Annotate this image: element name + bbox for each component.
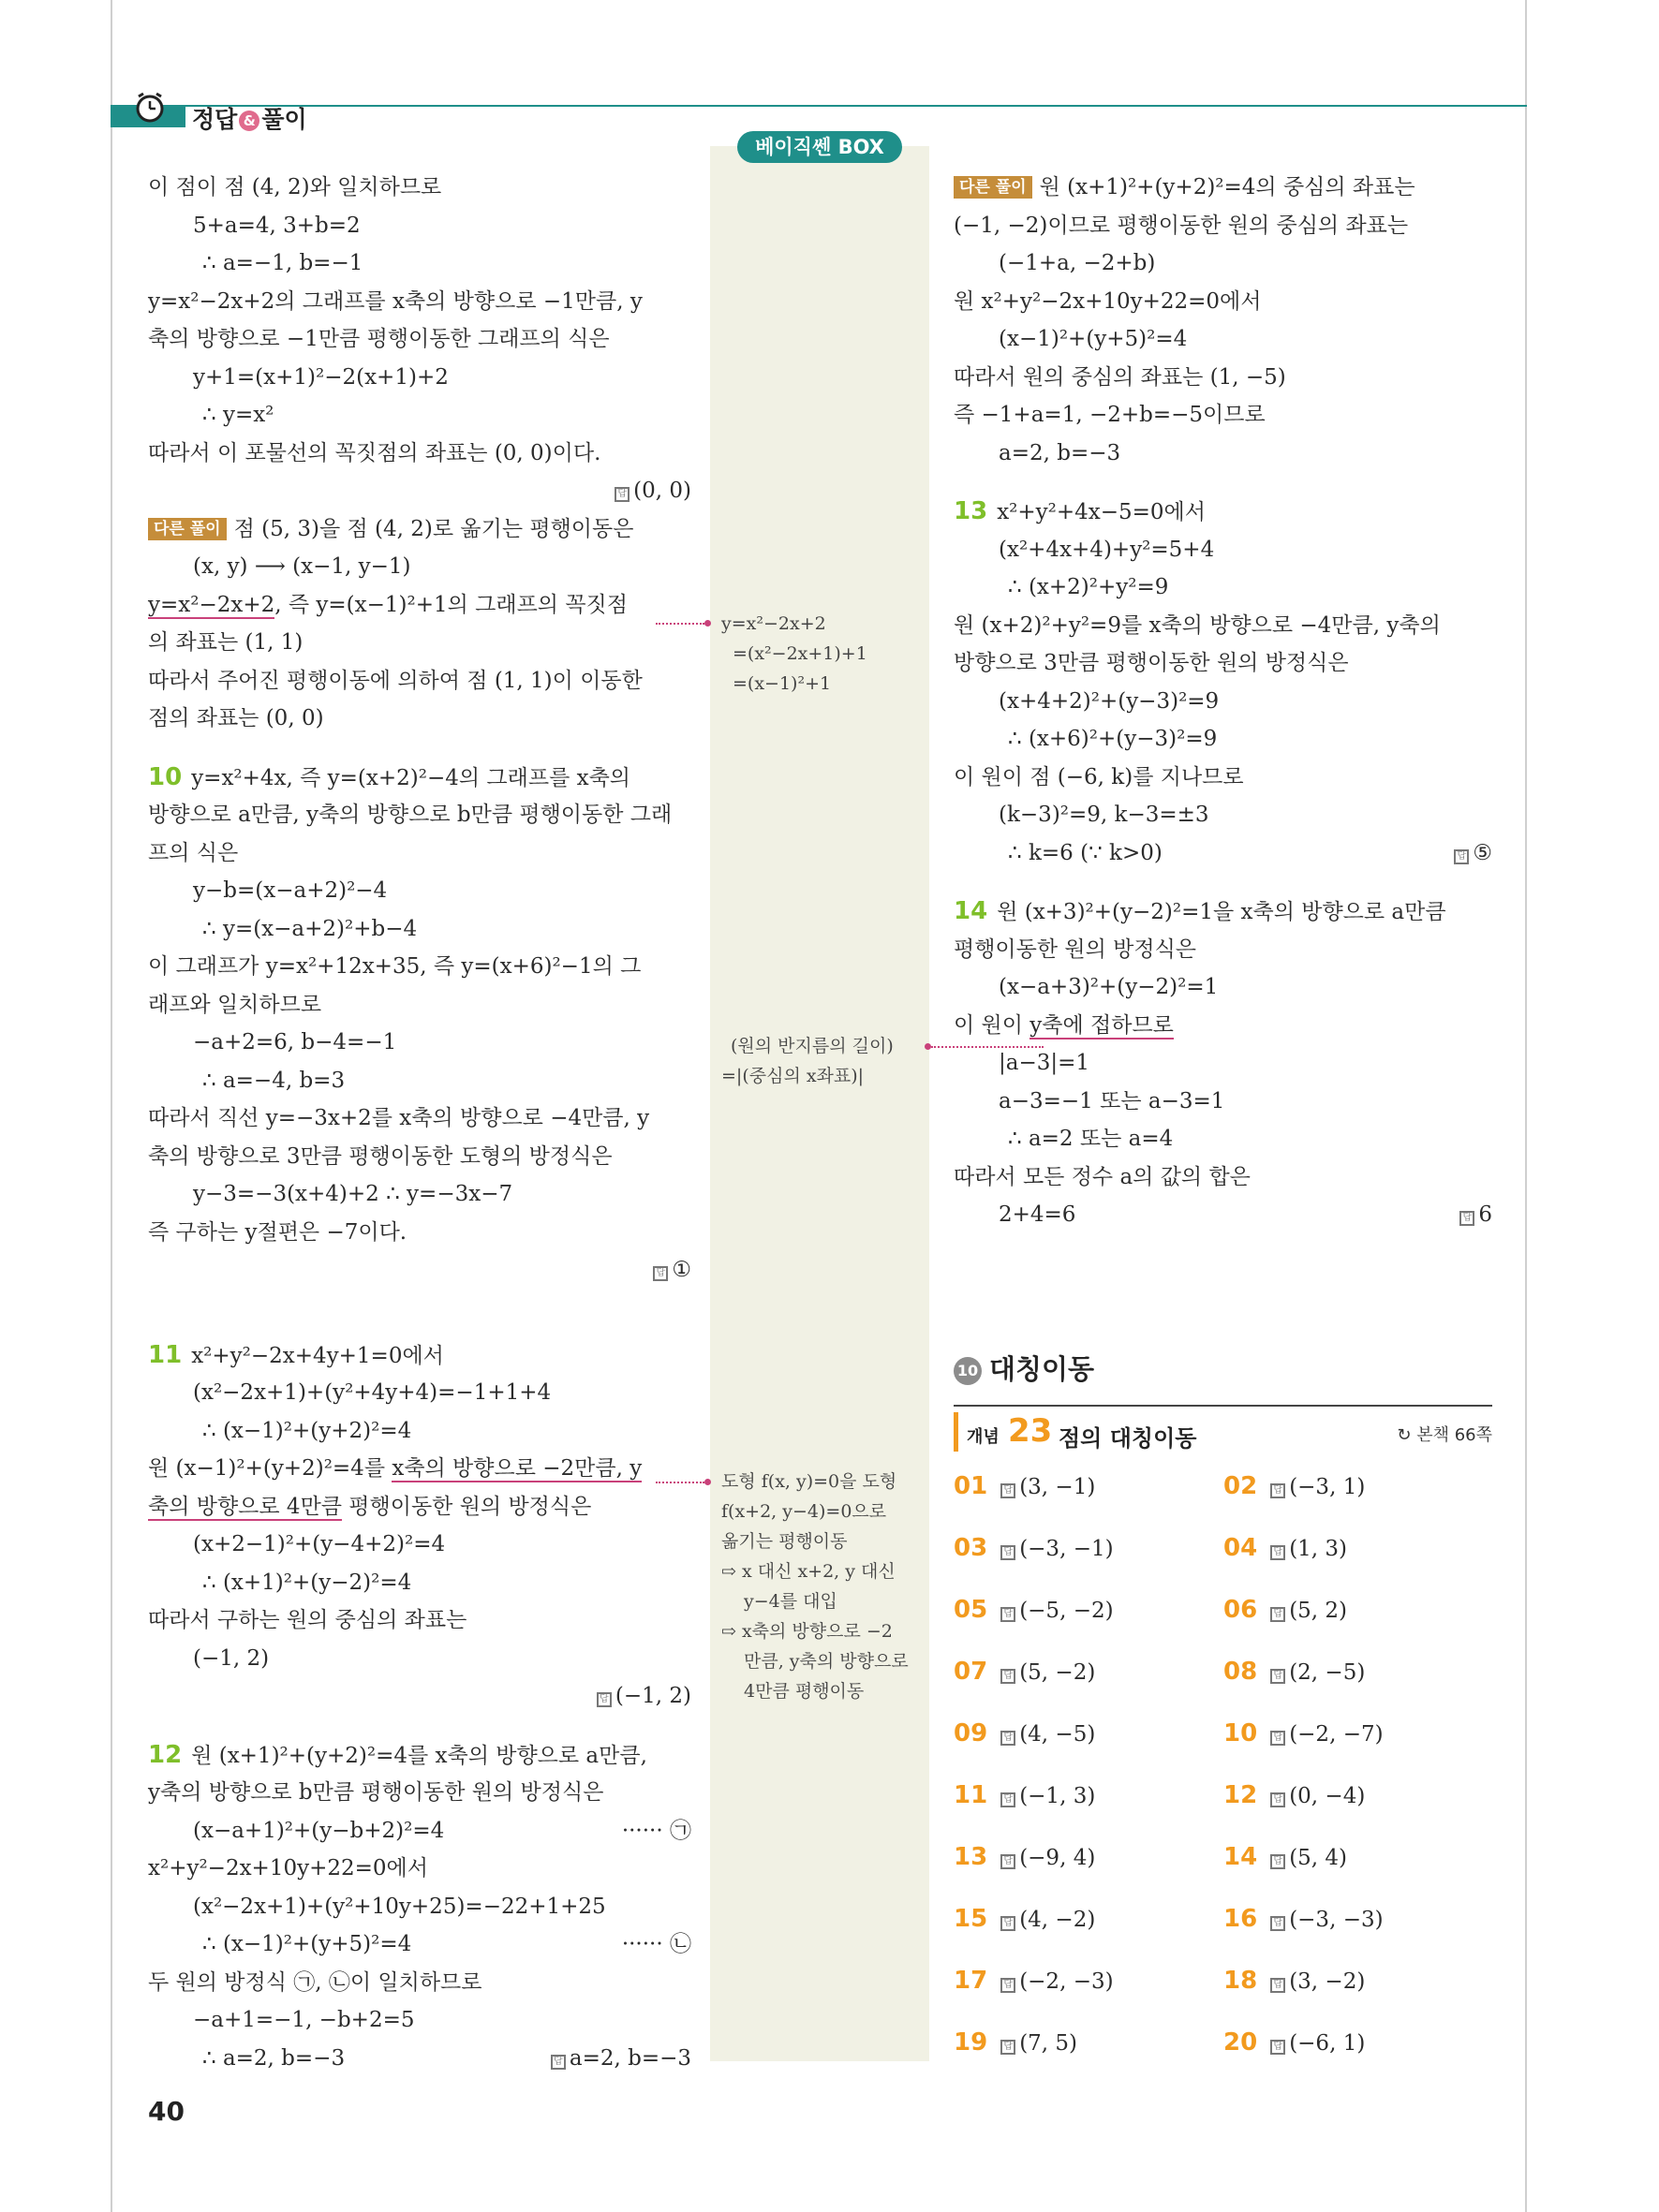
text-line — [148, 2040, 691, 2078]
answer-icon: 답 — [1270, 1978, 1285, 1993]
answer-item-value: (5, 2) — [1289, 1599, 1348, 1623]
answer-item-value: (0, −4) — [1289, 1784, 1366, 1808]
answer-icon: 답 — [1270, 1483, 1285, 1498]
answer — [551, 2040, 691, 2078]
text-line: ∴ (x−1)²+(y+2)²=4 — [202, 1418, 412, 1443]
text-span: 평행이동한 원의 방정식은 — [342, 1494, 592, 1519]
answer-item-number: 06 — [1223, 1596, 1258, 1624]
text-line: −a+2=6, b−4=−1 — [193, 1030, 397, 1054]
spacer — [148, 1290, 691, 1336]
answer-item-number: 11 — [954, 1781, 988, 1809]
answer-item-value: (−9, 4) — [1019, 1846, 1096, 1870]
answer-icon: 답 — [1270, 1792, 1285, 1807]
note-line: 도형 f(x, y)=0을 도형 — [721, 1471, 897, 1492]
text-line: ∴ a=−1, b=−1 — [202, 251, 363, 275]
text-line — [954, 1196, 1492, 1234]
text-line: 평행이동한 원의 방정식은 — [954, 936, 1197, 962]
highlight-span: x축의 방향으로 −2만큼, y — [392, 1456, 643, 1481]
answer-text: (−1, 2) — [615, 1684, 691, 1708]
equation-marker: ······ ㉠ — [621, 1818, 691, 1843]
section-rule — [954, 1405, 1492, 1407]
answer-item-value: (7, 5) — [1019, 2031, 1078, 2056]
concept-number: 23 — [1008, 1412, 1053, 1450]
section-header — [954, 1349, 1492, 1387]
highlight-span: y=x²−2x+2 — [148, 592, 275, 617]
answer-item-number: 10 — [1223, 1719, 1258, 1747]
note-line: =(x−1)²+1 — [733, 673, 832, 694]
text-line: 방향으로 3만큼 평행이동한 원의 방정식은 — [954, 651, 1349, 675]
note-line: 만큼, y축의 방향으로 — [744, 1651, 909, 1672]
text-line: x²+y²−2x+10y+22=0에서 — [148, 1856, 428, 1880]
text-line: (x−a+3)²+(y−2)²=1 — [999, 975, 1219, 999]
answer — [1454, 834, 1492, 873]
answer-text: (0, 0) — [633, 479, 691, 503]
header-title — [192, 101, 307, 135]
spacer — [148, 1716, 691, 1736]
connector-line — [656, 623, 704, 625]
text-span: (x−a+1)²+(y−b+2)²=4 — [193, 1818, 445, 1843]
answer-icon: 답 — [597, 1692, 612, 1707]
answer-line — [148, 1251, 691, 1290]
text-line — [148, 1450, 691, 1488]
answer — [653, 1251, 691, 1290]
answer-icon: 답 — [615, 487, 630, 502]
text-line: y−b=(x−a+2)²−4 — [193, 878, 388, 903]
text-line — [954, 834, 1492, 873]
text-line: a=2, b=−3 — [999, 440, 1121, 465]
text-line — [954, 1007, 1492, 1045]
highlight-span: y축에 접하므로 — [1029, 1012, 1174, 1038]
answer-icon: 답 — [1000, 1669, 1015, 1684]
concept-accent-bar — [954, 1412, 958, 1452]
answer-icon: 답 — [653, 1266, 668, 1281]
note-line: ⇨ x 대신 x+2, y 대신 — [721, 1561, 896, 1582]
text-line: y=x²−2x+2의 그래프를 x축의 방향으로 −1만큼, y — [148, 288, 643, 314]
text-line: 따라서 모든 정수 a의 값의 합은 — [954, 1164, 1251, 1189]
alt-solution-tag: 다른 풀이 — [954, 176, 1032, 199]
text-line: (x²−2x+1)+(y²+4y+4)=−1+1+4 — [193, 1380, 552, 1405]
answer-item-value: (−3, −3) — [1289, 1908, 1384, 1932]
answer-item-number: 12 — [1223, 1781, 1258, 1809]
text-span: x²+y²−2x+4y+1=0에서 — [191, 1343, 444, 1368]
answer — [597, 1677, 691, 1716]
answer-icon: 답 — [1000, 1854, 1015, 1869]
answer-icon: 답 — [1270, 2040, 1285, 2055]
answer-item-number: 19 — [954, 2028, 988, 2057]
answer-item — [1223, 1472, 1365, 1500]
answer-item-value: (3, −1) — [1019, 1475, 1096, 1499]
answer-icon: 답 — [1270, 1854, 1285, 1869]
problem-number: 12 — [148, 1740, 183, 1769]
header-title-b: 풀이 — [261, 106, 307, 133]
text-line: ∴ y=x² — [202, 403, 274, 427]
answer-item-number: 13 — [954, 1843, 988, 1871]
answer-item — [954, 1719, 1095, 1747]
answer-item — [954, 1658, 1095, 1686]
header-title-a: 정답 — [192, 106, 238, 133]
text-line: 5+a=4, 3+b=2 — [193, 213, 361, 238]
box-note-2 — [721, 1031, 894, 1091]
text-line — [148, 1736, 691, 1775]
alt-solution-tag: 다른 풀이 — [148, 518, 227, 540]
text-line — [954, 493, 1492, 531]
text-line: ∴ (x+2)²+y²=9 — [1008, 575, 1169, 599]
text-line: 점의 좌표는 (0, 0) — [148, 706, 324, 730]
book-reference-text: 본책 66쪽 — [1416, 1425, 1492, 1445]
connector-dot — [925, 1043, 931, 1050]
note-line: f(x+2, y−4)=0으로 — [721, 1501, 887, 1522]
text-line: 축의 방향으로 −1만큼 평행이동한 그래프의 식은 — [148, 327, 610, 351]
spacer — [148, 738, 691, 759]
answer-item-value: (−5, −2) — [1019, 1599, 1114, 1623]
text-line — [148, 586, 691, 625]
equation-marker: ······ ㉡ — [621, 1932, 691, 1956]
answer-line — [148, 472, 691, 510]
text-line: (x, y) ⟶ (x−1, y−1) — [193, 554, 411, 579]
text-line — [148, 1925, 691, 1964]
header-rule — [111, 105, 1527, 107]
header-title-amp: & — [239, 111, 259, 131]
left-column — [148, 169, 691, 2077]
text-line: (−1+a, −2+b) — [999, 251, 1156, 275]
answer-item-number: 07 — [954, 1658, 988, 1686]
text-span: ∴ a=2, b=−3 — [202, 2045, 346, 2071]
note-line: (원의 반지름의 길이) — [731, 1036, 894, 1056]
text-line: (−1, 2) — [193, 1645, 270, 1671]
answer-icon: 답 — [1000, 1483, 1015, 1498]
text-line: a−3=−1 또는 a−3=1 — [999, 1088, 1225, 1113]
text-span: 원 (x+1)²+(y+2)²=4의 중심의 좌표는 — [1039, 175, 1415, 199]
answer-icon: 답 — [1000, 1731, 1015, 1746]
text-span: ∴ k=6 (∵ k>0) — [1008, 840, 1163, 865]
concept-header — [954, 1412, 1492, 1455]
text-line: y−3=−3(x+4)+2 ∴ y=−3x−7 — [193, 1182, 513, 1206]
text-line: 프의 식은 — [148, 840, 239, 865]
book-reference — [1397, 1422, 1492, 1446]
text-line: (x²−2x+1)+(y²+10y+25)=−22+1+25 — [193, 1894, 606, 1919]
highlight-span: 축의 방향으로 4만큼 — [148, 1494, 342, 1519]
connector-dot — [704, 620, 711, 627]
text-line: (x+2−1)²+(y−4+2)²=4 — [193, 1532, 446, 1556]
text-line — [148, 1336, 691, 1375]
answer-item-value: (5, −2) — [1019, 1660, 1096, 1685]
answer-item-value: (4, −5) — [1019, 1722, 1096, 1747]
text-line: 원 x²+y²−2x+10y+22=0에서 — [954, 288, 1262, 314]
text-line — [954, 892, 1492, 931]
answer-item-number: 01 — [954, 1472, 988, 1500]
answer-item-number: 02 — [1223, 1472, 1258, 1500]
answer-text: a=2, b=−3 — [569, 2045, 691, 2071]
text-line — [148, 1488, 691, 1526]
section-title: 대칭이동 — [989, 1353, 1095, 1385]
text-span: ∴ (x−1)²+(y+5)²=4 — [202, 1932, 412, 1956]
text-line — [954, 169, 1492, 207]
answer-item — [954, 1843, 1095, 1871]
text-line: ∴ a=−4, b=3 — [202, 1068, 346, 1093]
answer-item-value: (1, 3) — [1289, 1537, 1348, 1561]
connector-dot — [704, 1479, 711, 1485]
answer-icon: 답 — [1000, 1978, 1015, 1993]
answer-item-value: (−2, −3) — [1019, 1969, 1114, 1994]
note-line: 4만큼 평행이동 — [744, 1681, 865, 1702]
answer-item-number: 05 — [954, 1596, 988, 1624]
answer-item-value: (−3, −1) — [1019, 1537, 1114, 1561]
problem-number: 14 — [954, 897, 988, 925]
answer — [615, 472, 691, 510]
answer-item — [1223, 1534, 1347, 1562]
note-line: =|(중심의 x좌표)| — [721, 1066, 865, 1086]
refresh-icon: ↻ — [1397, 1425, 1417, 1445]
box-note-3 — [721, 1467, 909, 1706]
text-line: 방향으로 a만큼, y축의 방향으로 b만큼 평행이동한 그래 — [148, 803, 673, 827]
answer-item — [1223, 2028, 1365, 2057]
connector-line — [656, 1482, 704, 1483]
answer-item-value: (−1, 3) — [1019, 1784, 1096, 1808]
box-note-1 — [721, 609, 867, 699]
text-line: 래프와 일치하므로 — [148, 992, 322, 1017]
text-line: 따라서 원의 중심의 좌표는 (1, −5) — [954, 364, 1286, 390]
note-line: y=x²−2x+2 — [721, 613, 826, 634]
text-line: 따라서 이 포물선의 꼭짓점의 좌표는 (0, 0)이다. — [148, 440, 601, 465]
answer-item — [1223, 1967, 1365, 1995]
answer-icon: 답 — [1000, 1916, 1015, 1931]
text-line: 두 원의 방정식 ㉠, ㉡이 일치하므로 — [148, 1969, 482, 1995]
text-line: 따라서 구하는 원의 중심의 좌표는 — [148, 1608, 467, 1632]
basic-box-column — [710, 146, 929, 2061]
answer-item-value: (−3, 1) — [1289, 1475, 1366, 1499]
note-line: y−4를 대입 — [744, 1591, 837, 1612]
text-line — [148, 759, 691, 797]
answer-icon: 답 — [551, 2055, 566, 2070]
answer-item — [1223, 1781, 1365, 1809]
text-line: (x+4+2)²+(y−3)²=9 — [999, 688, 1220, 714]
answer-item-value: (4, −2) — [1019, 1908, 1096, 1932]
answer-item-value: (2, −5) — [1289, 1660, 1366, 1685]
answer-item — [1223, 1658, 1365, 1686]
text-line: (x²+4x+4)+y²=5+4 — [999, 537, 1215, 562]
answer-item-number: 17 — [954, 1967, 988, 1995]
answer-item-number: 04 — [1223, 1534, 1258, 1562]
concept-title: 점의 대칭이동 — [1059, 1425, 1197, 1452]
answer — [1459, 1196, 1492, 1234]
text-line: 이 원이 점 (−6, k)를 지나므로 — [954, 764, 1244, 789]
clock-icon — [133, 90, 167, 124]
answer-item — [954, 1905, 1095, 1933]
text-span: 원 (x+1)²+(y+2)²=4를 x축의 방향으로 a만큼, — [191, 1743, 647, 1768]
answer-icon: 답 — [1270, 1545, 1285, 1560]
answer-item-number: 20 — [1223, 2028, 1258, 2057]
answer-text: 6 — [1478, 1202, 1492, 1227]
text-line: 이 그래프가 y=x²+12x+35, 즉 y=(x+6)²−1의 그 — [148, 954, 642, 979]
answer-item-number: 16 — [1223, 1905, 1258, 1933]
text-line: 즉 −1+a=1, −2+b=−5이므로 — [954, 403, 1266, 427]
answer-icon: 답 — [1270, 1607, 1285, 1622]
problem-number: 10 — [148, 762, 183, 791]
text-line: ∴ a=2 또는 a=4 — [1008, 1127, 1174, 1151]
text-span: x²+y²+4x−5=0에서 — [997, 500, 1206, 524]
section-number: 10 — [954, 1357, 982, 1385]
text-line: 즉 구하는 y절편은 −7이다. — [148, 1219, 407, 1245]
answer-icon: 답 — [1000, 1545, 1015, 1560]
answer-icon: 답 — [1000, 2040, 1015, 2055]
answer-item-number: 09 — [954, 1719, 988, 1747]
text-line: (x−1)²+(y+5)²=4 — [999, 327, 1188, 351]
answer-item-value: (−2, −7) — [1289, 1722, 1384, 1747]
concept-tag: 개념 — [967, 1427, 1000, 1447]
text-line: |a−3|=1 — [999, 1051, 1090, 1075]
right-column — [954, 169, 1492, 1234]
text-line: −a+1=−1, −b+2=5 — [193, 2008, 415, 2032]
answer-item — [1223, 1843, 1347, 1871]
answer-icon: 답 — [1270, 1916, 1285, 1931]
answer-item-value: (5, 4) — [1289, 1846, 1348, 1870]
answer-item — [954, 1967, 1114, 1995]
answer-item — [1223, 1596, 1347, 1624]
text-line: ∴ (x+1)²+(y−2)²=4 — [202, 1570, 412, 1595]
answer-line — [148, 1677, 691, 1716]
problem-number: 11 — [148, 1340, 183, 1369]
text-line: y축의 방향으로 b만큼 평행이동한 원의 방정식은 — [148, 1780, 604, 1805]
text-line: 따라서 주어진 평행이동에 의하여 점 (1, 1)이 이동한 — [148, 668, 643, 693]
answer-icon: 답 — [1459, 1211, 1474, 1226]
text-span: y=x²+4x, 즉 y=(x+2)²−4의 그래프를 x축의 — [191, 765, 631, 790]
text-line: 의 좌표는 (1, 1) — [148, 630, 304, 655]
answer-icon: 답 — [1000, 1607, 1015, 1622]
answer-item-value: (3, −2) — [1289, 1969, 1366, 1994]
answer-item-number: 08 — [1223, 1658, 1258, 1686]
spacer — [954, 872, 1492, 892]
answer-item-number: 15 — [954, 1905, 988, 1933]
text-line: 따라서 직선 y=−3x+2를 x축의 방향으로 −4만큼, y — [148, 1106, 650, 1130]
note-line: =(x²−2x+1)+1 — [733, 643, 867, 664]
text-line: ∴ y=(x−a+2)²+b−4 — [202, 916, 418, 941]
text-line: 이 점이 점 (4, 2)와 일치하므로 — [148, 175, 442, 199]
text-line: 축의 방향으로 3만큼 평행이동한 도형의 방정식은 — [148, 1143, 613, 1169]
answer-item — [954, 2028, 1077, 2057]
answer-icon: 답 — [1000, 1792, 1015, 1807]
answer-item — [954, 1534, 1114, 1562]
answer-item-value: (−6, 1) — [1289, 2031, 1366, 2056]
text-line — [148, 1812, 691, 1851]
answer-item — [1223, 1905, 1384, 1933]
answer-text: ① — [672, 1258, 691, 1282]
text-line: (k−3)²=9, k−3=±3 — [999, 803, 1209, 827]
text-span: 점 (5, 3)을 점 (4, 2)로 옮기는 평행이동은 — [233, 516, 634, 541]
text-span: 원 (x+3)²+(y−2)²=1을 x축의 방향으로 a만큼 — [997, 900, 1446, 924]
answer-icon: 답 — [1270, 1731, 1285, 1746]
text-span: 원 (x−1)²+(y+2)²=4를 — [148, 1456, 393, 1481]
answer-text: ⑤ — [1473, 840, 1492, 865]
basic-box-label: 베이직쎈 BOX — [737, 131, 902, 163]
spacer — [954, 472, 1492, 493]
page-number: 40 — [148, 2096, 185, 2127]
answer-item-number: 18 — [1223, 1967, 1258, 1995]
text-line: y+1=(x+1)²−2(x+1)+2 — [193, 364, 449, 390]
answer-icon: 답 — [1270, 1669, 1285, 1684]
answer-item — [954, 1781, 1095, 1809]
answer-item — [954, 1472, 1095, 1500]
text-line: 원 (x+2)²+y²=9를 x축의 방향으로 −4만큼, y축의 — [954, 612, 1441, 638]
text-span: , 즉 y=(x−1)²+1의 그래프의 꼭짓점 — [274, 592, 628, 617]
note-line: ⇨ x축의 방향으로 −2 — [721, 1621, 893, 1642]
answer-icon: 답 — [1454, 849, 1469, 864]
text-span: 2+4=6 — [999, 1202, 1076, 1227]
text-line: ∴ (x+6)²+(y−3)²=9 — [1008, 727, 1218, 751]
answer-item — [954, 1596, 1114, 1624]
answer-item-number: 14 — [1223, 1843, 1258, 1871]
problem-number: 13 — [954, 497, 988, 525]
answer-item-number: 03 — [954, 1534, 988, 1562]
text-line — [148, 510, 691, 549]
note-line: 옮기는 평행이동 — [721, 1531, 848, 1552]
answer-item — [1223, 1719, 1384, 1747]
text-span: 이 원이 — [954, 1012, 1030, 1038]
text-line: (−1, −2)이므로 평행이동한 원의 중심의 좌표는 — [954, 213, 1409, 238]
